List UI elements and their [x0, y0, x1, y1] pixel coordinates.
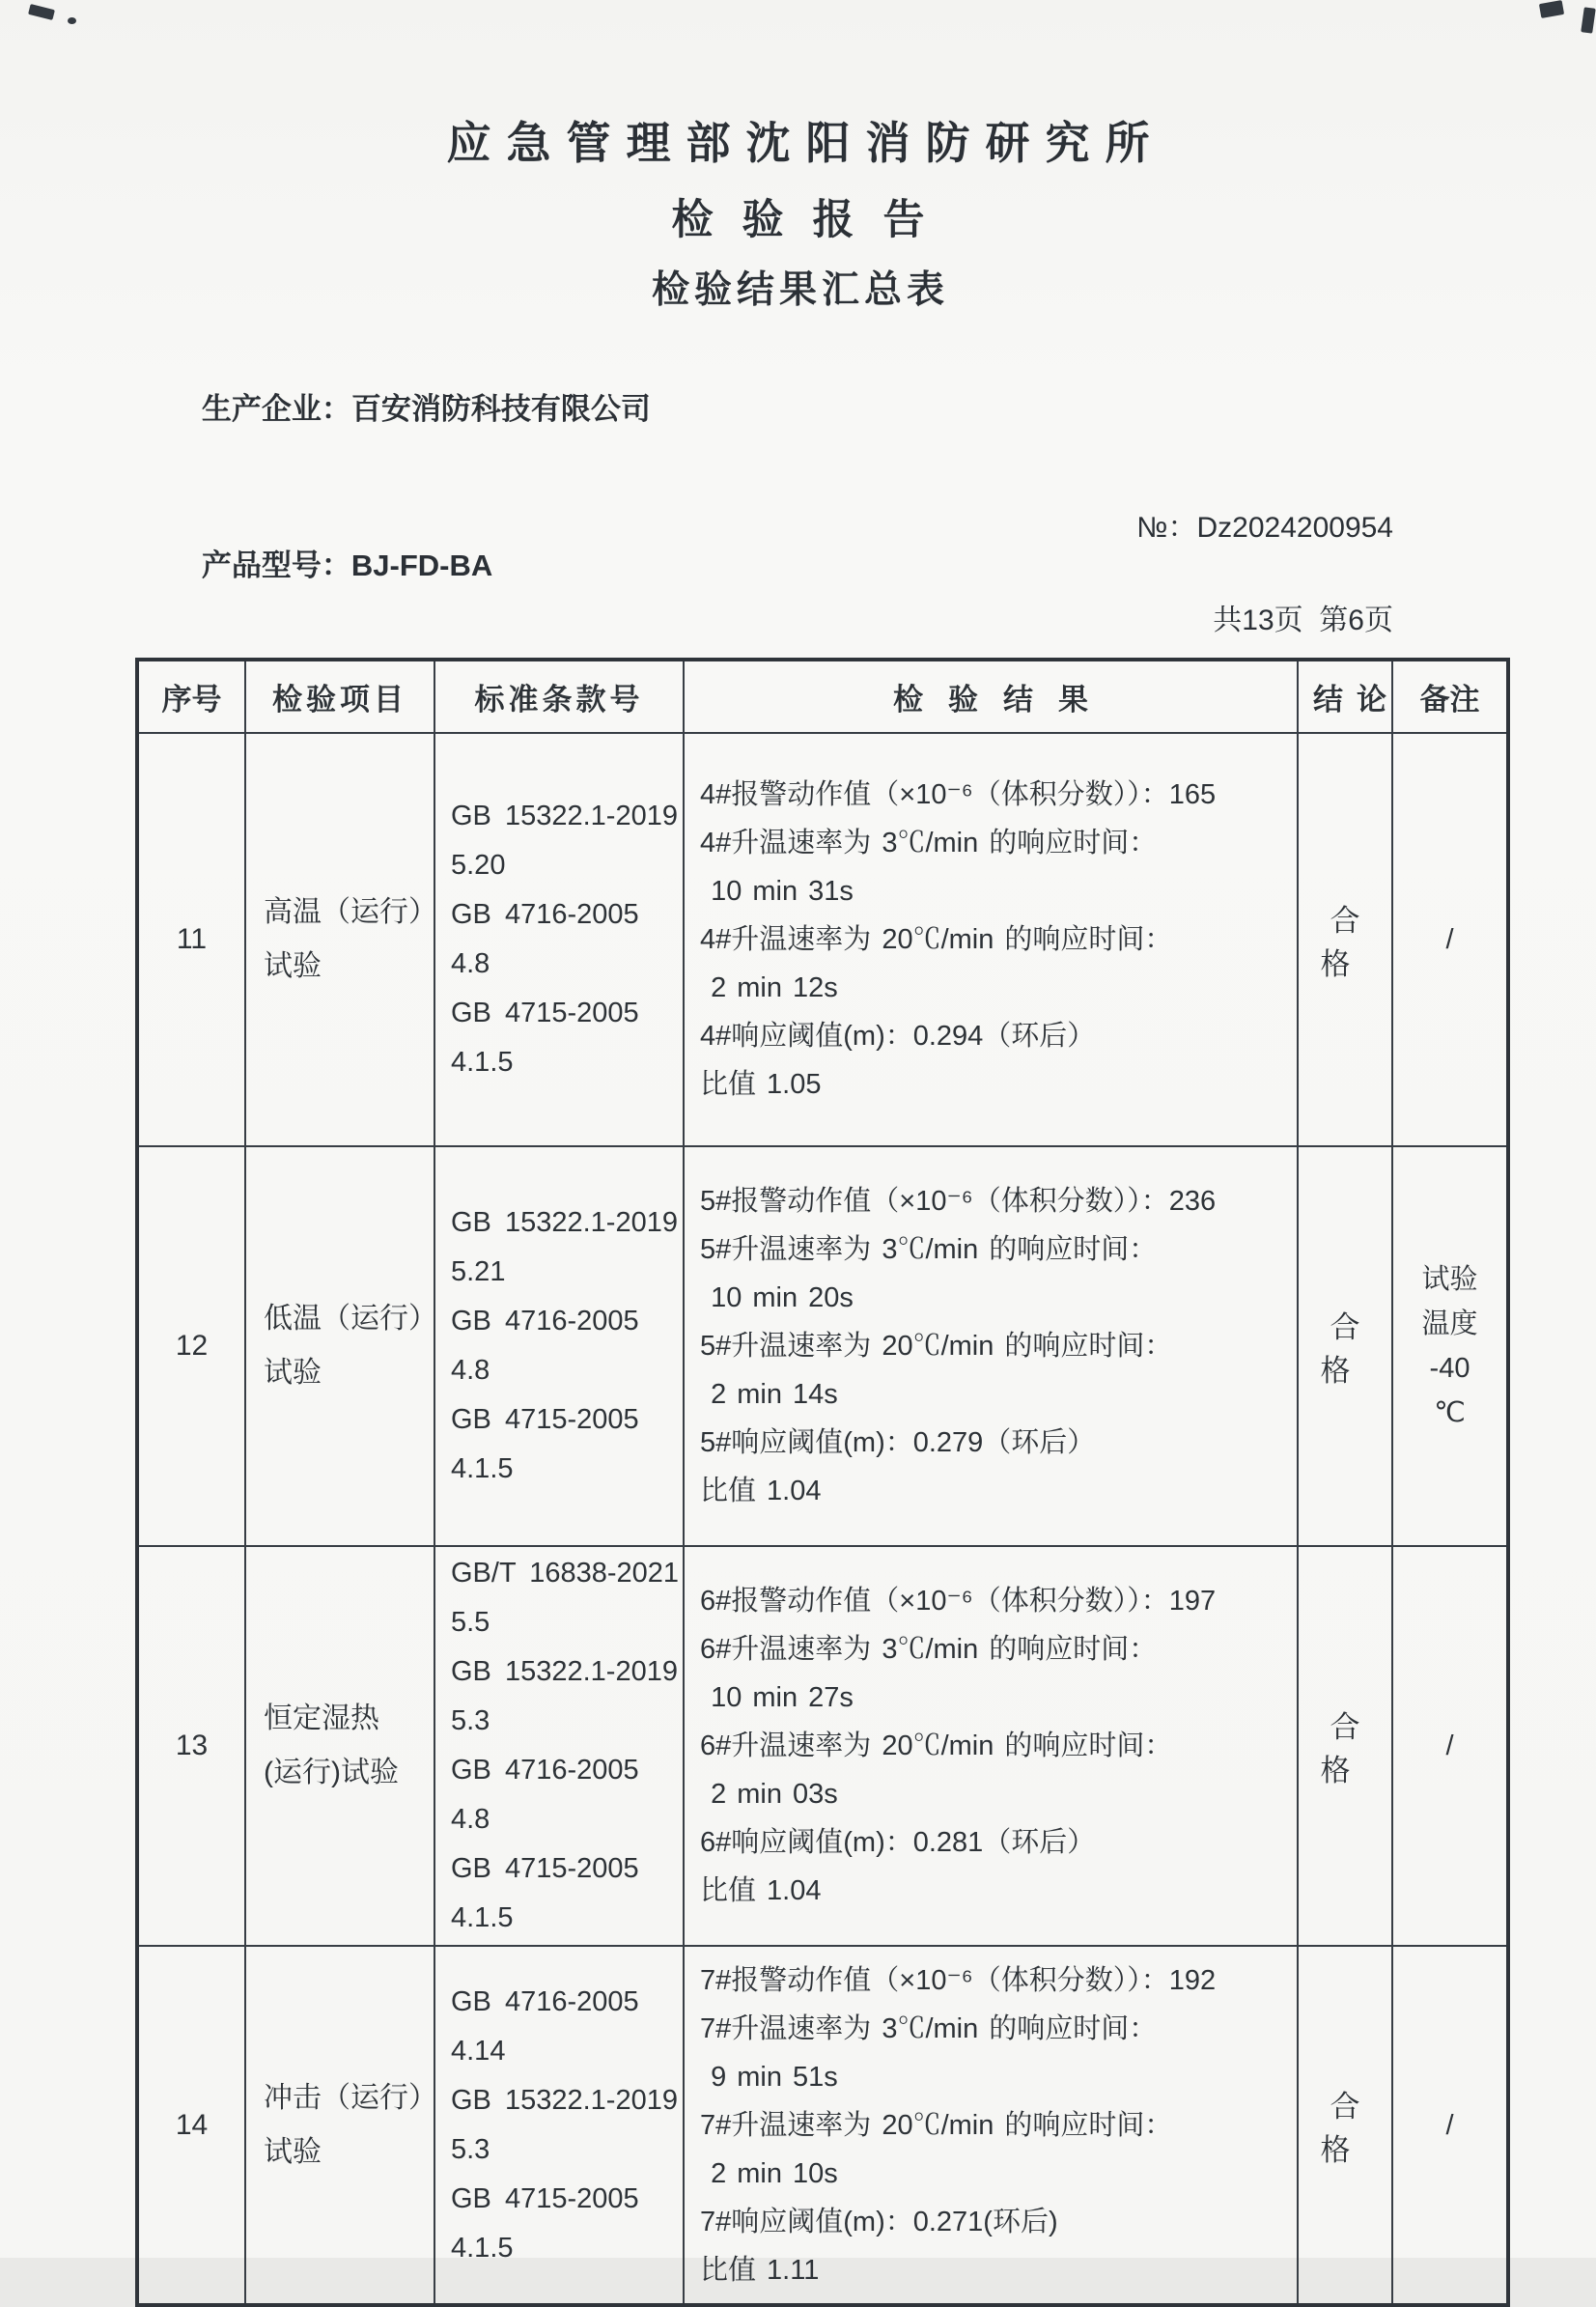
cell-conclusion: 合格: [1298, 733, 1392, 1146]
cell-clause: [434, 1546, 684, 1946]
cell-text-line: GB 15322.1-2019: [451, 2084, 678, 2116]
cell-text-line: 7#响应阈值(m)：0.271(环后): [700, 2206, 1058, 2237]
cell-text-line: 4#升温速率为 3℃/min 的响应时间：: [700, 828, 1158, 858]
report-headings: [0, 0, 1596, 314]
cell-no: 13: [137, 1546, 245, 1946]
cell-text-line: 10 min 20s: [700, 1282, 854, 1313]
cell-text-line: 5#报警动作值（×10⁻⁶（体积分数））：236: [700, 1186, 1217, 1217]
cell-text-line: /: [1445, 924, 1454, 955]
cell-text-line: 5#响应阈值(m)：0.279（环后）: [700, 1427, 1096, 1458]
pagination-line: 共13页 第6页: [1213, 605, 1393, 636]
cell-text-line: 比值 1.04: [700, 1875, 822, 1906]
col-header-remark: 备注: [1392, 660, 1508, 733]
cell-text-line: (运行)试验: [264, 1757, 399, 1788]
cell-text-line: 9 min 51s: [700, 2061, 838, 2093]
cell-text-line: 恒定湿热: [264, 1702, 379, 1734]
cell-conclusion: 合格: [1298, 1146, 1392, 1546]
manufacturer-line: [135, 331, 651, 488]
cell-text-line: 试验: [264, 950, 322, 982]
report-info: [0, 331, 1596, 644]
cell-text-line: /: [1445, 2109, 1454, 2141]
cell-no: 12: [137, 1146, 245, 1546]
cell-text-line: 7#升温速率为 20℃/min 的响应时间：: [700, 2109, 1173, 2141]
cell-remark: [1392, 733, 1508, 1146]
cell-text-line: GB 4716-2005: [451, 1985, 639, 2017]
cell-text-line: 4.1.5: [451, 1902, 514, 1933]
cell-text-line: ℃: [1434, 1397, 1466, 1428]
col-header-clause: 标准条款号: [434, 660, 684, 733]
cell-text-line: 比值 1.11: [700, 2254, 820, 2286]
summary-table-title: 检验结果汇总表: [651, 269, 949, 311]
cell-text-line: GB 4715-2005: [451, 998, 639, 1028]
cell-remark: [1392, 1146, 1508, 1546]
cell-text-line: 5.3: [451, 2133, 490, 2165]
cell-text-line: 2 min 03s: [700, 1779, 838, 1810]
cell-text-line: 6#响应阈值(m)：0.281（环后）: [700, 1827, 1096, 1858]
cell-item: [245, 1946, 437, 2305]
cell-text-line: GB 4715-2005: [451, 2182, 639, 2214]
cell-text-line: GB 4716-2005: [451, 899, 639, 930]
cell-text-line: 2 min 14s: [700, 1379, 838, 1410]
cell-text-line: 试验: [1421, 1264, 1478, 1295]
col-header-result: 检验结果: [684, 660, 1298, 733]
cell-text-line: 5.5: [451, 1607, 490, 1638]
report-title: 检验报告: [671, 197, 954, 243]
cell-text-line: -40: [1429, 1353, 1470, 1384]
col-header-item: 检验项目: [245, 660, 434, 733]
cell-text-line: 5#升温速率为 3℃/min 的响应时间：: [700, 1234, 1158, 1265]
cell-remark: [1392, 1946, 1508, 2305]
report-number-line: [1073, 459, 1393, 598]
model-value: BJ-FD-BA: [350, 549, 493, 582]
table-row: [137, 1146, 1508, 1546]
cell-text-line: 6#升温速率为 3℃/min 的响应时间：: [700, 1634, 1158, 1665]
cell-text-line: 6#升温速率为 20℃/min 的响应时间：: [700, 1730, 1173, 1761]
cell-text-line: GB 4715-2005: [451, 1404, 639, 1435]
report-info-left: [135, 331, 651, 644]
cell-item: [245, 1546, 434, 1946]
cell-text-line: /: [1445, 1730, 1454, 1761]
cell-conclusion: 合格: [1298, 1546, 1392, 1946]
manufacturer-label: 生产企业：: [201, 392, 351, 426]
table-row: [137, 1546, 1508, 1946]
cell-text-line: GB/T 16838-2021: [451, 1558, 680, 1589]
table-row: [137, 733, 1508, 1146]
cell-no: 14: [137, 1946, 245, 2305]
cell-text-line: 4.1.5: [451, 1047, 514, 1078]
cell-text-line: 5.20: [451, 850, 506, 881]
cell-clause: [434, 1946, 684, 2305]
cell-text-line: 10 min 27s: [700, 1682, 854, 1713]
cell-text-line: 冲击（运行）: [264, 2081, 437, 2114]
cell-result: [684, 1946, 1298, 2305]
cell-clause: [434, 733, 684, 1146]
cell-result: [684, 1546, 1298, 1946]
cell-text-line: 5#升温速率为 20℃/min 的响应时间：: [700, 1331, 1173, 1362]
cell-text-line: 7#报警动作值（×10⁻⁶（体积分数））：192: [700, 1964, 1217, 1996]
table-header-row: [137, 660, 1508, 733]
cell-text-line: 5.3: [451, 1705, 490, 1736]
cell-text-line: 2 min 12s: [700, 972, 838, 1003]
cell-item: [245, 1146, 437, 1546]
cell-text-line: GB 15322.1-2019: [451, 801, 678, 831]
cell-text-line: 10 min 31s: [700, 876, 854, 907]
cell-text-line: 7#升温速率为 3℃/min 的响应时间：: [700, 2012, 1158, 2044]
cell-conclusion: 合格: [1298, 1946, 1392, 2305]
cell-result: [684, 1146, 1298, 1546]
cell-clause: [434, 1146, 684, 1546]
table-row: [137, 1946, 1508, 2305]
cell-text-line: 4#升温速率为 20℃/min 的响应时间：: [700, 924, 1173, 955]
cell-text-line: 试验: [264, 2135, 322, 2168]
cell-text-line: 2 min 10s: [700, 2157, 838, 2189]
cell-text-line: GB 15322.1-2019: [451, 1207, 678, 1238]
cell-text-line: 4.14: [451, 2035, 506, 2067]
cell-text-line: GB 4716-2005: [451, 1306, 639, 1336]
col-header-no: 序号: [137, 660, 245, 733]
report-info-right: [1073, 459, 1393, 644]
cell-text-line: 比值 1.05: [700, 1069, 822, 1100]
cell-text-line: 试验: [264, 1357, 322, 1389]
cell-text-line: 4.8: [451, 1804, 490, 1835]
cell-text-line: 4.1.5: [451, 1453, 514, 1484]
manufacturer-value: 百安消防科技有限公司: [350, 392, 651, 426]
cell-text-line: 4#报警动作值（×10⁻⁶（体积分数））：165: [700, 779, 1217, 810]
model-line: [135, 488, 651, 644]
cell-text-line: 4.8: [451, 948, 490, 979]
cell-text-line: 温度: [1421, 1308, 1478, 1339]
cell-text-line: 4.8: [451, 1355, 490, 1386]
cell-text-line: 5.21: [451, 1256, 506, 1287]
cell-text-line: GB 15322.1-2019: [451, 1656, 678, 1687]
scan-artifact: [68, 17, 76, 24]
report-number-label: №：: [1136, 512, 1197, 544]
cell-remark: [1392, 1546, 1508, 1946]
cell-text-line: 比值 1.04: [700, 1476, 822, 1506]
cell-item: [245, 733, 437, 1146]
model-label: 产品型号：: [201, 549, 351, 582]
cell-no: 11: [137, 733, 245, 1146]
results-table: [135, 658, 1510, 2307]
cell-text-line: 高温（运行）: [264, 896, 437, 928]
cell-text-line: 4.1.5: [451, 2232, 514, 2264]
cell-result: [684, 733, 1298, 1146]
cell-text-line: GB 4715-2005: [451, 1853, 639, 1884]
col-header-conclusion: 结论: [1298, 660, 1392, 733]
cell-text-line: 低温（运行）: [264, 1303, 437, 1335]
cell-text-line: GB 4716-2005: [451, 1755, 639, 1786]
cell-text-line: 4#响应阈值(m)：0.294（环后）: [700, 1021, 1096, 1052]
report-number-value: Dz2024200954: [1196, 512, 1393, 544]
cell-text-line: 6#报警动作值（×10⁻⁶（体积分数））：197: [700, 1586, 1217, 1617]
institute-title: 应急管理部沈阳消防研究所: [446, 118, 1165, 168]
